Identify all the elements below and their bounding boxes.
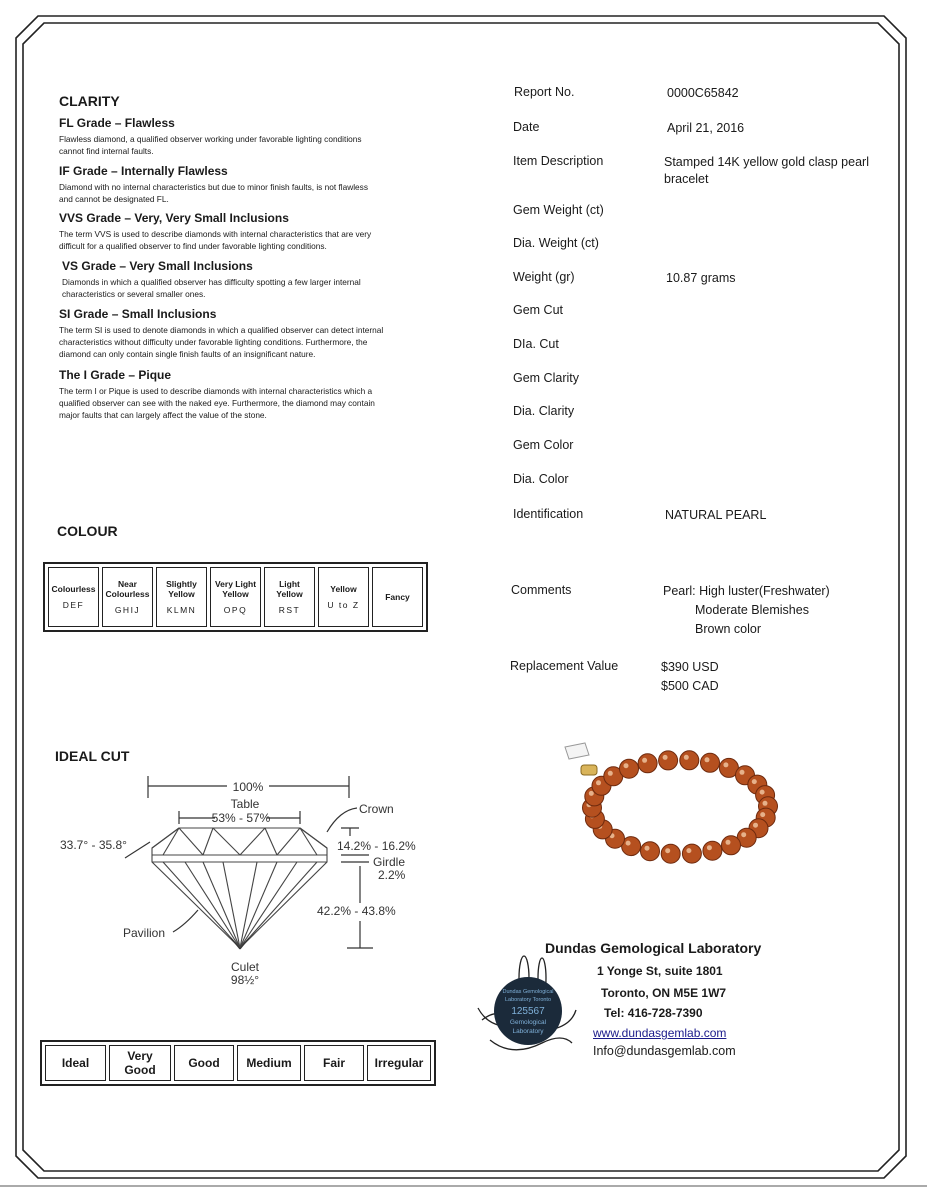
pearl-highlight: [596, 780, 601, 785]
seal-text-1: Dundas Gemological: [502, 989, 554, 995]
clarity-grade-heading: VVS Grade – Very, Very Small Inclusions: [59, 211, 289, 225]
pearl-bead: [620, 759, 639, 778]
seal-text-5: Laboratory: [512, 1028, 544, 1035]
pearl-bead: [661, 844, 680, 863]
report-field-label: Gem Cut: [513, 303, 564, 317]
pearl-highlight: [760, 812, 765, 817]
ideal-cut-title: IDEAL CUT: [55, 748, 130, 764]
colour-grade-letters: U to Z: [327, 600, 360, 610]
colour-grade-name: Very Light Yellow: [214, 579, 257, 599]
clarity-grade-heading: SI Grade – Small Inclusions: [59, 307, 217, 321]
clarity-grade-description-line: qualified observer can see with the naked eye. Furthermore, the diamond may contain: [59, 398, 375, 408]
seal-text-3: 125567: [511, 1006, 545, 1017]
clarity-grade-description-line: cannot find internal faults.: [59, 146, 154, 156]
report-field-label: Identification: [513, 507, 584, 521]
colour-grade-cell: [318, 567, 369, 627]
pearl-highlight: [726, 840, 731, 845]
colour-grade-cell: [210, 567, 261, 627]
clarity-grade: [59, 116, 439, 157]
cut-grade-cell: Irregular: [367, 1045, 431, 1081]
report-field-label: DIa. Cut: [513, 337, 559, 351]
lab-address-1: 1 Yonge St, suite 1801: [597, 964, 723, 978]
pearl-bead: [680, 751, 699, 770]
pearl-highlight: [723, 762, 728, 767]
colour-grade-letters: OPQ: [223, 605, 248, 615]
clarity-grade-heading: VS Grade – Very Small Inclusions: [62, 259, 253, 273]
report-field-value: April 21, 2016: [667, 121, 745, 135]
report-field-label: Item Description: [513, 154, 604, 168]
report-field-label: Gem Weight (ct): [513, 203, 604, 217]
lab-website-link[interactable]: www.dundasgemlab.com: [593, 1026, 727, 1040]
pearl-bead: [638, 754, 657, 773]
clarity-grade-description-line: characteristics without difficulty under favorable lighting conditions. Furthermore, the: [59, 337, 368, 347]
pearl-highlight: [608, 771, 613, 776]
clarity-grade-description-line: difficult for a qualified observer to find under favorable lighting conditions.: [59, 241, 327, 251]
pavilion-label: Pavilion: [123, 926, 166, 940]
report-field-label: Gem Clarity: [513, 371, 579, 385]
colour-grade-name: Slightly Yellow: [166, 579, 197, 599]
report-field-label: Dia. Clarity: [513, 404, 575, 418]
cut-grade-cell: Ideal: [45, 1045, 106, 1081]
pearl-highlight: [665, 848, 670, 853]
clarity-grade: [62, 259, 442, 300]
pearl-highlight: [686, 848, 691, 853]
pearl-highlight: [645, 846, 650, 851]
pearl-highlight: [707, 845, 712, 850]
pearl-highlight: [684, 755, 689, 760]
report-field-label: Dia. Weight (ct): [513, 236, 599, 250]
colour-grade-cell: [48, 567, 99, 627]
pearl-highlight: [753, 823, 758, 828]
report-field-label: Dia. Color: [513, 472, 569, 486]
girdle-label: Girdle: [373, 855, 406, 869]
comments-line-2: Moderate Blemishes: [695, 603, 809, 617]
clarity-grade: [59, 211, 439, 252]
colour-grade-cell: [102, 567, 153, 627]
width-label: 100%: [232, 780, 264, 794]
crown-label: Crown: [359, 802, 394, 816]
lab-address-2: Toronto, ON M5E 1W7: [601, 986, 727, 1000]
colour-grade-name: Fancy: [385, 592, 410, 602]
colour-grade-name: Yellow: [330, 584, 357, 594]
clarity-grade-heading: FL Grade – Flawless: [59, 116, 175, 130]
table-range-label: 53% - 57%: [211, 811, 271, 825]
culet-label: Culet: [230, 960, 260, 974]
table-label: Table: [230, 797, 260, 811]
crown-angle-label: 33.7° - 35.8°: [60, 838, 127, 852]
pearl-highlight: [760, 790, 765, 795]
colour-grade-cell: [156, 567, 207, 627]
clarity-grade-description-line: The term SI is used to denote diamonds in which a qualified observer can detect internal: [59, 325, 384, 335]
cut-grade-cell: Medium: [237, 1045, 301, 1081]
colour-grade-letters: DEF: [62, 600, 85, 610]
lab-email: Info@dundasgemlab.com: [593, 1044, 736, 1058]
pearl-bead: [682, 844, 701, 863]
report-field-value: 10.87 grams: [666, 271, 736, 285]
report-field-label: Report No.: [514, 85, 575, 99]
seal-text-4: Gemological: [509, 1019, 547, 1026]
clarity-grade: [59, 307, 439, 360]
gold-clasp: [581, 765, 597, 775]
report-field-value: Stamped 14K yellow gold clasp pearl bracelet: [664, 155, 869, 186]
ideal-cut-diagram: [55, 770, 450, 990]
replacement-cad: $500 CAD: [661, 679, 719, 693]
pearl-bead: [659, 751, 678, 770]
pearl-highlight: [624, 763, 629, 768]
seal-text-2: Laboratory Toronto: [504, 997, 552, 1003]
cut-grade-table: [40, 1040, 436, 1086]
lab-website-wrap: [593, 1024, 726, 1042]
colour-grade-name: Colourless: [51, 584, 96, 594]
report-field-label: Date: [513, 120, 540, 134]
clarity-title: CLARITY: [59, 93, 120, 109]
report-field-value: 0000C65842: [667, 86, 739, 100]
colour-grade-letters: GHIJ: [114, 605, 141, 615]
clarity-grade-heading: IF Grade – Internally Flawless: [59, 164, 228, 178]
pearl-highlight: [705, 757, 710, 762]
lab-phone: Tel: 416-728-7390: [604, 1006, 703, 1020]
colour-grade-name: Near Colourless: [105, 579, 150, 599]
comments-line-3: Brown color: [695, 622, 761, 636]
colour-title: COLOUR: [57, 523, 118, 539]
clarity-grade-heading: The I Grade – Pique: [59, 368, 172, 382]
colour-grade-letters: RST: [278, 605, 301, 615]
clarity-grade: [59, 164, 439, 205]
pearl-highlight: [740, 770, 745, 775]
pavilion-depth-label: 42.2% - 43.8%: [317, 904, 396, 918]
colour-grade-cell: [372, 567, 423, 627]
pearl-highlight: [663, 755, 668, 760]
colour-grade-table: [43, 562, 428, 632]
lab-seal: [472, 948, 582, 1063]
comments-line-1: Pearl: High luster(Freshwater): [663, 584, 830, 598]
pearl-highlight: [752, 779, 757, 784]
clarity-grade-description-line: The term I or Pique is used to describe diamonds with internal characteristics which a: [59, 386, 373, 396]
colour-grade-name: Light Yellow: [276, 579, 303, 599]
pearl-bracelet-photo: [555, 735, 785, 875]
clarity-grade-description-line: Diamond with no internal characteristics but due to minor finish faults, is not flawless: [59, 182, 368, 192]
report-field-value: NATURAL PEARL: [665, 508, 767, 522]
report-field-label: Gem Color: [513, 438, 574, 452]
pearl-bead: [722, 836, 741, 855]
clarity-grade-description-line: Diamonds in which a qualified observer has difficulty spotting a few larger internal: [62, 277, 361, 287]
clarity-grade: [59, 368, 439, 421]
clarity-grade-description-line: characteristics or several smaller ones.: [62, 289, 206, 299]
pearl-highlight: [763, 801, 768, 806]
clarity-grade-description-line: major faults that can largely affect the value of the stone.: [59, 410, 267, 420]
clarity-grade-description-line: and cannot be designated FL.: [59, 194, 169, 204]
cut-grade-cell: Fair: [304, 1045, 364, 1081]
colour-grade-cell: [264, 567, 315, 627]
clarity-grade-description-line: The term VVS is used to describe diamonds with internal characteristics that are very: [59, 229, 372, 239]
clarity-grade-description-line: diamond can only contain single finish faults of an insignificant nature.: [59, 349, 316, 359]
girdle-value-label: 2.2%: [378, 868, 406, 882]
cut-grade-cell: Very Good: [109, 1045, 171, 1081]
replacement-value-label: Replacement Value: [510, 659, 619, 673]
colour-grade-letters: KLMN: [166, 605, 197, 615]
pearl-bead: [701, 753, 720, 772]
pearl-highlight: [626, 841, 631, 846]
crown-height-label: 14.2% - 16.2%: [337, 839, 416, 853]
clarity-grade-description-line: Flawless diamond, a qualified observer working under favorable lighting conditions: [59, 134, 362, 144]
lab-name: Dundas Gemological Laboratory: [545, 940, 762, 956]
pearl-highlight: [741, 832, 746, 837]
comments-label: Comments: [511, 583, 572, 597]
report-field-label: Weight (gr): [513, 270, 575, 284]
cut-grade-cell: Good: [174, 1045, 234, 1081]
pearl-bead: [703, 841, 722, 860]
culet-value-label: 98½°: [230, 973, 260, 987]
replacement-usd: $390 USD: [661, 660, 719, 674]
pearl-highlight: [642, 758, 647, 763]
pearl-bead: [641, 842, 660, 861]
pearl-highlight: [589, 791, 594, 796]
bracelet-tag: [565, 743, 589, 759]
